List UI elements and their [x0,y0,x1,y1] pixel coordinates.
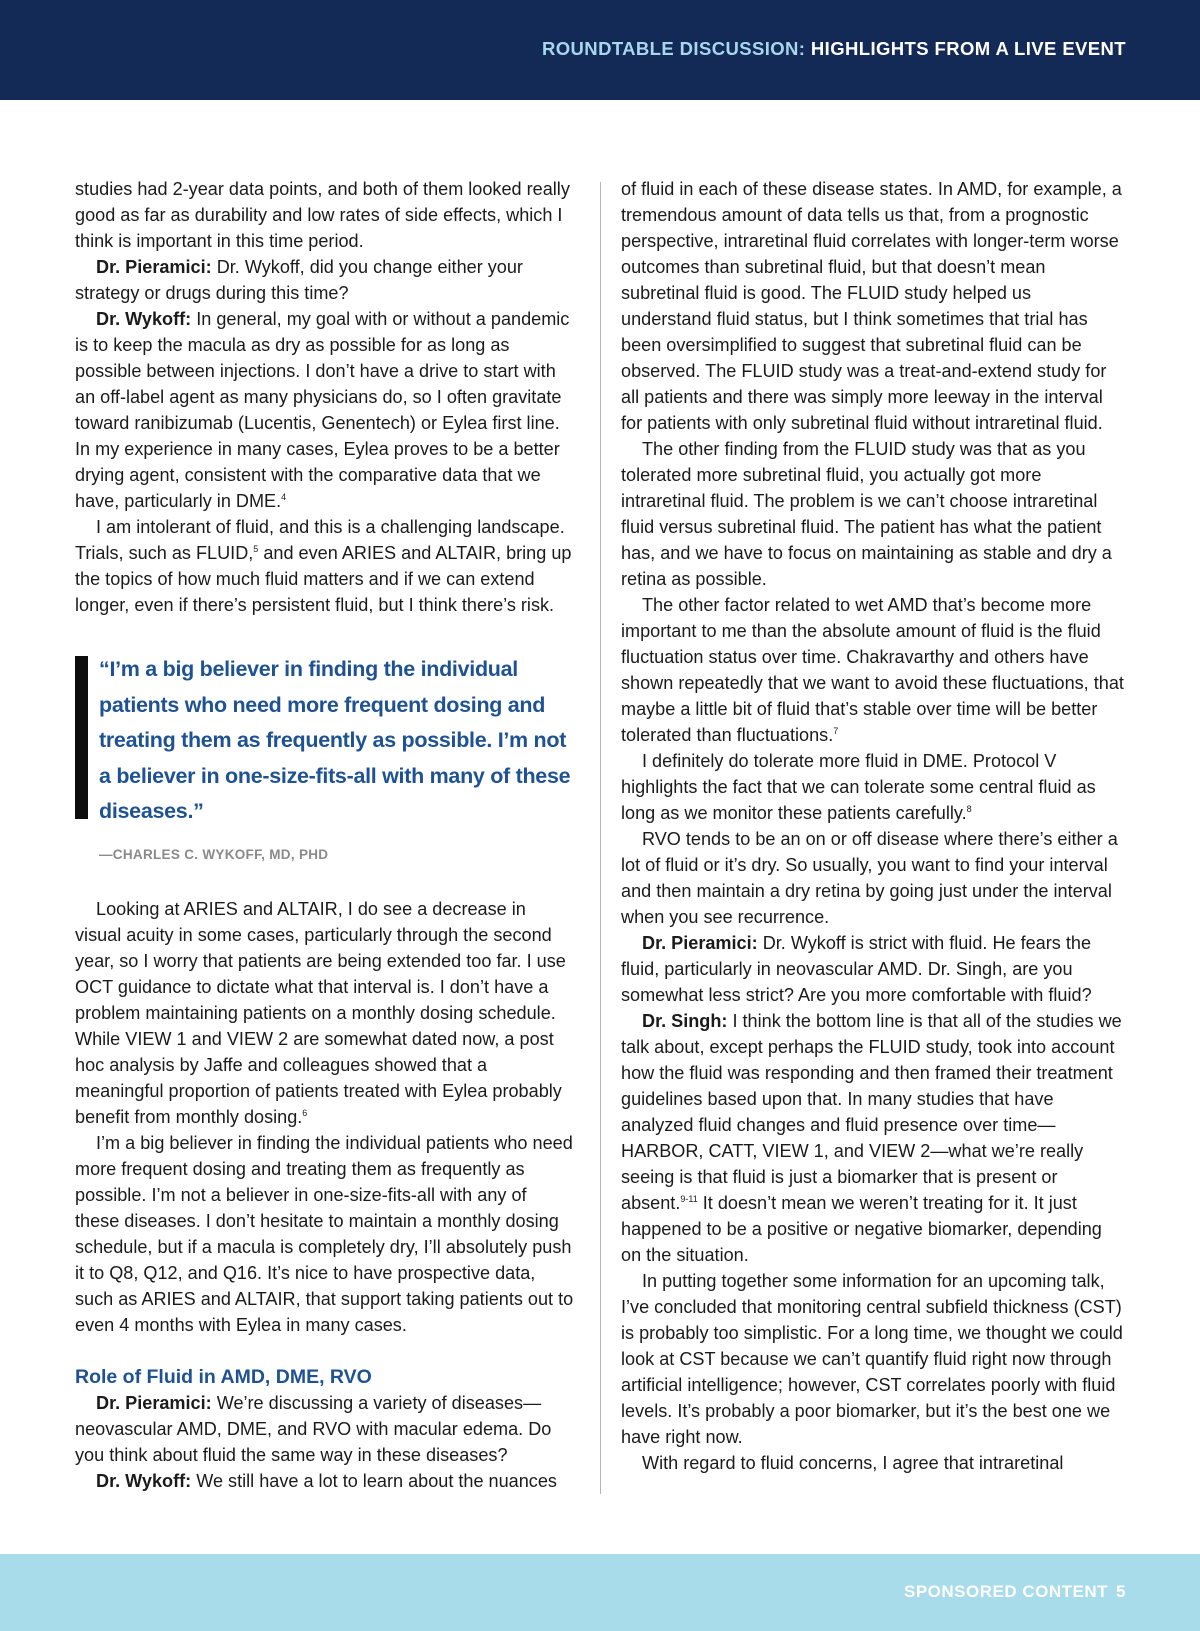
paragraph [621,748,1126,826]
page-footer [0,1554,1200,1631]
speaker-name: Dr. Wykoff: [96,309,192,329]
speaker-text: Dr. Wykoff, did you change either your strategy or drugs during this time? [75,257,523,303]
speaker-name: Dr. Pieramici: [96,257,212,277]
page-header [0,0,1200,100]
speaker-name: Dr. Wykoff: [96,1470,192,1491]
paragraph-text: Looking at ARIES and ALTAIR, I do see a decrease in visual acuity in some cases, particularly through the second year, so I worry that patients are being extended too far. I use OCT guidance to dictate what that interval is. I don’t have a problem maintaining patients on a monthly dosing schedule. While VIEW 1 and VIEW 2 are somewhat dated now, a post hoc analysis by Jaffe and colleagues showed that a meaningful proportion of patients treated with Eylea probably benefit from monthly dosing. [75,898,566,1127]
reference-mark: 7 [833,726,839,736]
speaker-name: Dr. Singh: [642,1011,728,1031]
paragraph: studies had 2-year data points, and both of them looked really good as far as durability and low rates of side effects, which I think is important in this time period. [75,179,570,251]
right-column [621,176,1126,1476]
paragraph-text: I definitely do tolerate more fluid in DME. Protocol V highlights the fact that we can tolerate some central fluid as long as we monitor these patients carefully. [621,751,1096,823]
reference-mark: 9-11 [680,1194,698,1204]
paragraph-text: and even ARIES and ALTAIR, bring up the topics of how much fluid matters and if we can extend longer, even if there’s persistent fluid, but I think there’s risk. [75,543,572,615]
paragraph [75,896,575,1130]
paragraph: The other finding from the FLUID study was that as you tolerated more subretinal fluid, you actually got more intraretinal fluid. The problem is we can’t choose intraretinal fluid versus subretinal fluid. The patient has what the patient has, and we have to focus on maintaining as stable and dry a retina as possible. [621,439,1112,589]
section-heading: Role of Fluid in AMD, DME, RVO [75,1365,372,1388]
speaker-text: We still have a lot to learn about the nuances [191,1470,557,1491]
paragraph: With regard to fluid concerns, I agree that intraretinal [642,1453,1064,1473]
speaker-text: We’re discussing a variety of diseases—neovascular AMD, DME, and RVO with macular edema. Do you think about fluid the same way in these diseases? [75,1392,552,1465]
paragraph [621,1008,1126,1268]
paragraph [75,306,575,514]
speaker-text: Dr. Wykoff is strict with fluid. He fears the fluid, particularly in neovascular AMD. Dr. Singh, are you somewhat less strict? Are you more comfortable with fluid? [621,933,1092,1005]
paragraph-text: I am intolerant of fluid, and this is a challenging landscape. Trials, such as FLUID, [75,517,565,563]
paragraph [621,930,1126,1008]
speaker-name: Dr. Pieramici: [642,933,758,953]
reference-mark: 6 [302,1107,308,1118]
reference-mark: 5 [253,544,259,554]
page-number: 5 [1116,1582,1126,1601]
reference-mark: 8 [966,804,972,814]
speaker-name: Dr. Pieramici: [96,1392,212,1413]
pull-quote [75,652,575,868]
pull-quote-attribution: —CHARLES C. WYKOFF, MD, PHD [99,846,329,862]
paragraph [621,592,1126,748]
paragraph: of fluid in each of these disease states. In AMD, for example, a tremendous amount of data tells us that, from a prognostic perspective, intraretinal fluid correlates with longer-term worse outcomes than subretinal fluid, but that doesn’t mean subretinal fluid is good. The FLUID study helped us understand fluid status, but I think sometimes that trial has been oversimplified to suggest that subretinal fluid can be observed. The FLUID study was a treat-and-extend study for all patients and there was simply more leeway in the interval for patients with only subretinal fluid without intraretinal fluid. [621,179,1122,433]
speaker-text: It doesn’t mean we weren’t treating for it. It just happened to be a positive or negative biomarker, depending on the situation. [621,1193,1102,1265]
footer-label [904,1582,1126,1602]
speaker-text: In general, my goal with or without a pandemic is to keep the macula as dry as possible for as long as possible between injections. I don’t have a drive to start with an off-label agent as many physicians do, so I often gravitate toward ranibizumab (Lucentis, Genentech) or Eylea first line. In my experience in many cases, Eylea proves to be a better drying agent, consistent with the comparative data that we have, particularly in DME. [75,309,570,511]
pull-quote-text: “I’m a big believer in finding the individual patients who need more frequent dosing and treating them as frequently as possible. I’m not a believer in one-size-fits-all with many of these diseases.” [99,657,571,823]
paragraph: I’m a big believer in finding the individual patients who need more frequent dosing and treating them as frequently as possible. I’m not a believer in one-size-fits-all with any of these diseases. I don’t hesitate to maintain a monthly dosing schedule, but if a macula is completely dry, I’ll absolutely push it to Q8, Q12, and Q16. It’s nice to have prospective data, such as ARIES and ALTAIR, that support taking patients out to even 4 months with Eylea in many cases. [75,1132,574,1335]
paragraph: RVO tends to be an on or off disease where there’s either a lot of fluid or it’s dry. So usually, you want to find your interval and then maintain a dry retina by going just under the interval when you see recurrence. [621,829,1118,927]
header-accent: ROUNDTABLE DISCUSSION: [542,38,806,59]
paragraph-text: The other factor related to wet AMD that’s become more important to me than the absolute amount of fluid is the fluid fluctuation status over time. Chakravarthy and others have shown repeatedly that we want to avoid these fluctuations, that maybe a little bit of fluid that’s stable over time will be better tolerated than fluctuations. [621,595,1124,745]
paragraph: In putting together some information for an upcoming talk, I’ve concluded that monitoring central subfield thickness (CST) is probably too simplistic. For a long time, we thought we could look at CST because we can’t quantify fluid right now through artificial intelligence; however, CST correlates poorly with fluid levels. It’s probably a poor biomarker, but it’s the best one we have right now. [621,1271,1123,1447]
speaker-text: I think the bottom line is that all of the studies we talk about, except perhaps the FLUID study, took into account how the fluid was responding and then framed their treatment guidelines based upon that. In many studies that have analyzed fluid changes and fluid presence over time—HARBOR, CATT, VIEW 1, and VIEW 2—what we’re really seeing is that fluid is just a biomarker that is present or absent. [621,1011,1122,1213]
footer-sponsored: SPONSORED CONTENT [904,1582,1109,1601]
column-divider [600,182,601,1494]
paragraph [75,254,575,306]
left-column [75,176,575,1494]
paragraph [75,514,575,618]
quote-bar [75,656,88,819]
header-title [542,38,1126,60]
paragraph [75,1390,575,1468]
header-main: HIGHLIGHTS FROM A LIVE EVENT [810,38,1126,59]
reference-mark: 4 [281,492,287,502]
paragraph [75,1468,575,1494]
